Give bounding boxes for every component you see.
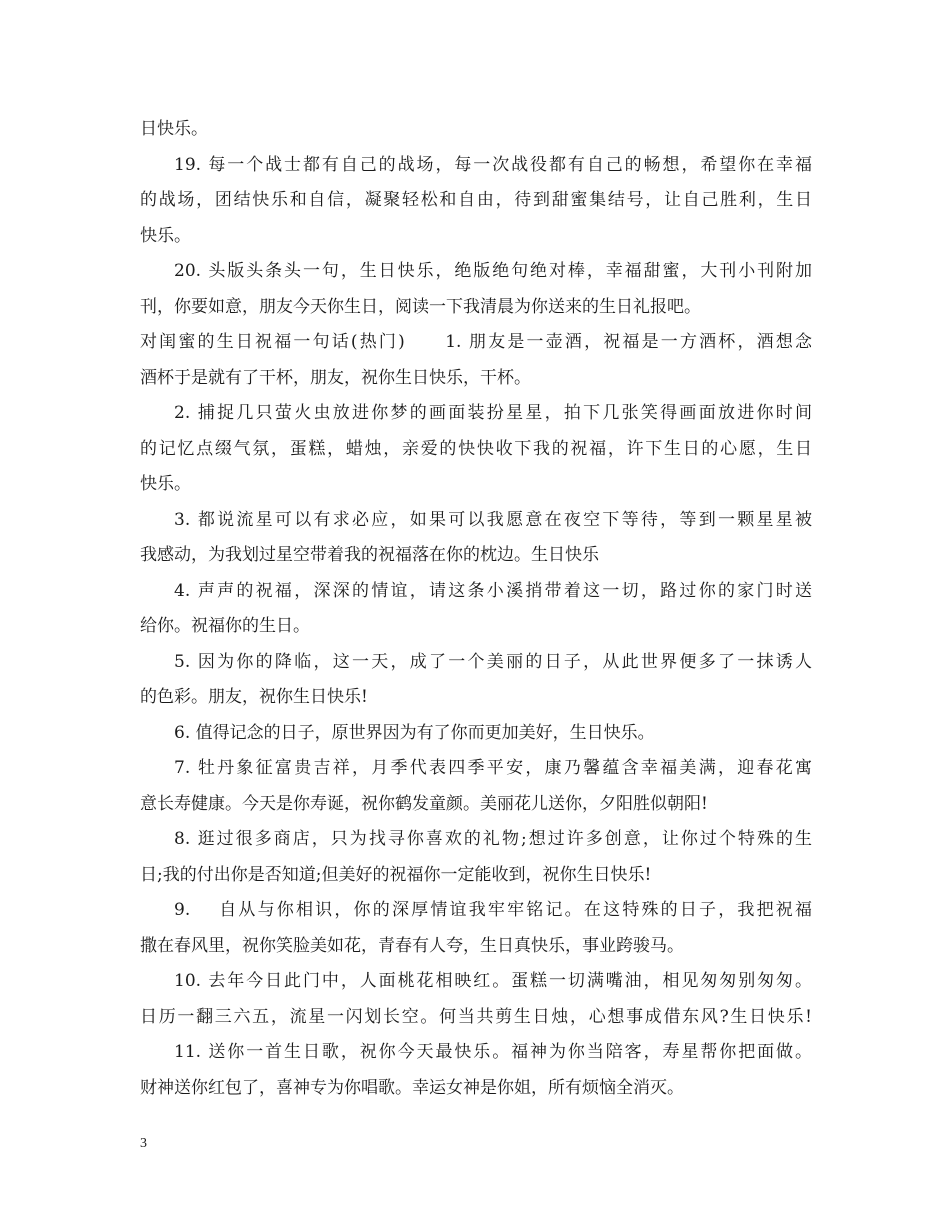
text-line: 我感动，为我划过星空带着我的祝福落在你的枕边。生日快乐 — [140, 545, 599, 565]
text-line: 日快乐。 — [140, 119, 208, 139]
text-line: 对闺蜜的生日祝福一句话(热门) 1. 朋友是一壶酒，祝福是一方酒杯，酒想念 — [140, 332, 812, 352]
text-line: 的记忆点缀气氛，蛋糕，蜡烛，亲爱的快快收下我的祝福，许下生日的心愿，生日 — [140, 438, 812, 459]
text-line: 8. 逛过很多商店，只为找寻你喜欢的礼物;想过许多创意，让你过个特殊的生 — [174, 829, 812, 849]
text-line: 财神送你红包了，喜神专为你唱歌。幸运女神是你姐，所有烦恼全消灭。 — [140, 1077, 684, 1098]
text-line: 意长寿健康。今天是你寿诞，祝你鹤发童颜。美丽花儿送你，夕阳胜似朝阳! — [140, 793, 708, 814]
text-line: 20. 头版头条头一句，生日快乐，绝版绝句绝对棒，幸福甜蜜，大刊小刊附加 — [174, 261, 812, 281]
document-body — [140, 112, 812, 1106]
text-line: 7. 牡丹象征富贵吉祥，月季代表四季平安，康乃馨蕴含幸福美满，迎春花寓 — [174, 758, 812, 778]
text-line: 2. 捕捉几只萤火虫放进你梦的画面装扮星星，拍下几张笑得画面放进你时间 — [174, 403, 812, 423]
text-line: 5. 因为你的降临，这一天，成了一个美丽的日子，从此世界便多了一抹诱人 — [174, 651, 812, 672]
text-line: 撒在春风里，祝你笑脸美如花，青春有人夸，生日真快乐，事业跨骏马。 — [140, 935, 684, 956]
text-line: 日历一翻三六五，流星一闪划长空。何当共剪生日烛，心想事成借东风?生日快乐! — [140, 1006, 812, 1027]
text-line: 的色彩。朋友，祝你生日快乐! — [140, 687, 368, 707]
page-number: 3 — [140, 1136, 147, 1151]
text-line: 10. 去年今日此门中，人面桃花相映红。蛋糕一切满嘴油，相见匆匆别匆匆。 — [174, 971, 812, 991]
text-line: 快乐。 — [140, 474, 191, 494]
text-line: 9. 自从与你相识，你的深厚情谊我牢牢铭记。在这特殊的日子，我把祝福 — [174, 900, 812, 920]
text-line: 给你。祝福你的生日。 — [140, 616, 310, 636]
text-line: 的战场，团结快乐和自信，凝聚轻松和自由，待到甜蜜集结号，让自己胜利，生日 — [140, 190, 812, 210]
text-line: 19. 每一个战士都有自己的战场，每一次战役都有自己的畅想，希望你在幸福 — [174, 154, 812, 175]
text-line: 3. 都说流星可以有求必应，如果可以我愿意在夜空下等待，等到一颗星星被 — [174, 509, 812, 530]
text-line: 快乐。 — [140, 225, 191, 246]
text-line: 6. 值得记念的日子，原世界因为有了你而更加美好，生日快乐。 — [174, 722, 655, 743]
text-line: 刊，你要如意，朋友今天你生日，阅读一下我清晨为你送来的生日礼报吧。 — [140, 296, 701, 317]
text-line: 11. 送你一首生日歌，祝你今天最快乐。福神为你当陪客，寿星帮你把面做。 — [174, 1042, 812, 1062]
text-line: 4. 声声的祝福，深深的情谊，请这条小溪捎带着这一切，路过你的家门时送 — [174, 580, 812, 601]
text-line: 日;我的付出你是否知道;但美好的祝福你一定能收到，祝你生日快乐! — [140, 864, 652, 885]
text-line: 酒杯于是就有了干杯，朋友，祝你生日快乐，干杯。 — [140, 367, 531, 388]
